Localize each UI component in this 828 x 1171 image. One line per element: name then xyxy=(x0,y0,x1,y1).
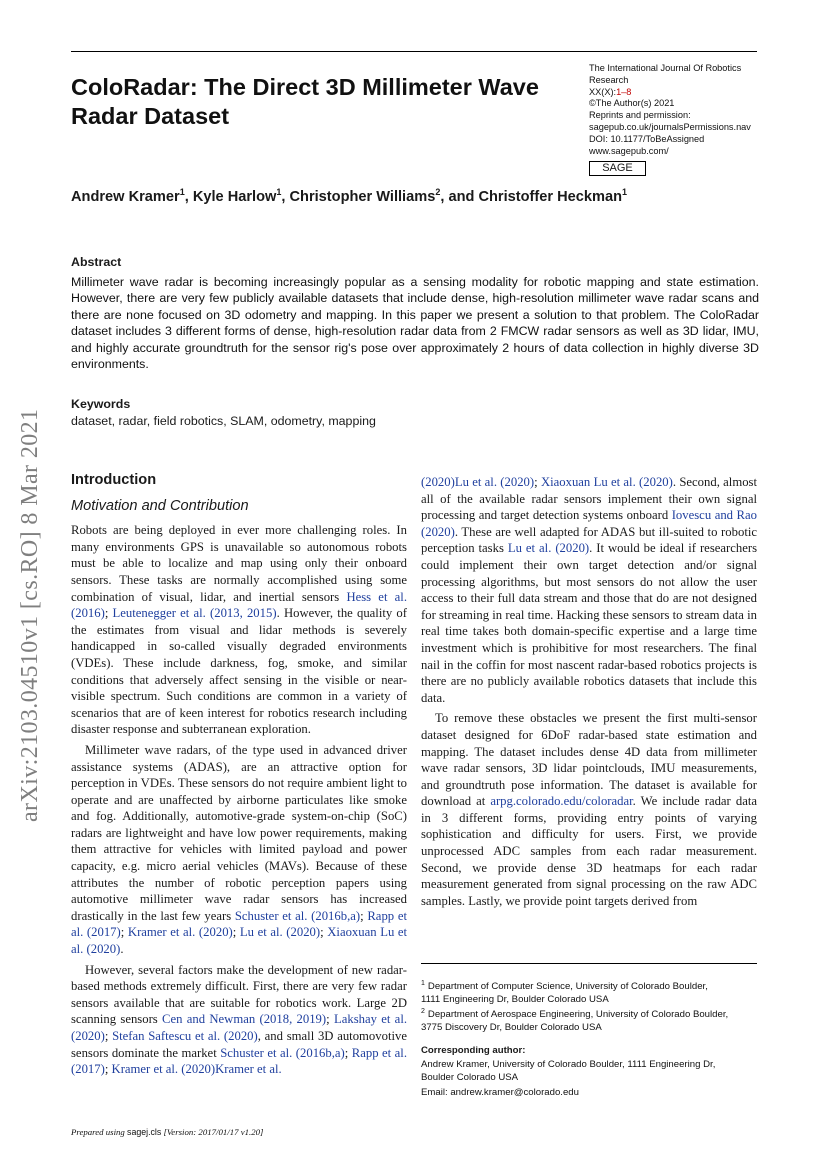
citation-link[interactable]: Leutenegger et al. (2013, 2015) xyxy=(112,606,277,621)
permissions-url: sagepub.co.uk/journalsPermissions.nav xyxy=(589,121,751,132)
citation-link[interactable]: Xiaoxuan Lu et al. (2020) xyxy=(71,925,408,957)
citation-link[interactable]: Cen and Newman (2018, 2019) xyxy=(162,1012,327,1027)
abstract-heading: Abstract xyxy=(71,255,122,269)
journal-name-line2: Research xyxy=(589,74,629,85)
volume-prefix: XX(X): xyxy=(589,86,617,97)
affiliation-2-line2: 3775 Discovery Dr, Boulder Colorado USA xyxy=(421,1022,602,1033)
right-column xyxy=(421,474,757,913)
journal-volume xyxy=(589,87,769,99)
journal-info xyxy=(589,63,769,157)
body-paragraph-2: Millimeter wave radars, of the type used in advanced driver assistance systems (ADAS), are an attractive option for perception in VDEs. These sensors do not require ambient light to operate and are unaffected by airborne particulates like smoke and fog. Additionally, automotive-grade system-on-chip (SoC) radars are lightweight and have low power requirements, making them attractive for vehicles with limited payload and power capacity, e.g. micro aerial vehicles (MAVs). Because of these attributes the number of robotic perception papers using automotive millimeter wave radar sensors has increased drastically in the last few years Schuster et al. (2016b,a); Rapp et al. (2017); Kramer et al. (2020); Lu et al. (2020); Xiaoxuan Lu et al. (2020). xyxy=(71,742,408,957)
author-affiliation-mark: 1 xyxy=(276,187,282,197)
corresponding-line2: Boulder Colorado USA xyxy=(421,1072,519,1083)
keywords-heading: Keywords xyxy=(71,397,131,411)
top-rule xyxy=(71,51,757,52)
sage-badge: SAGE xyxy=(589,161,646,176)
citation-link[interactable]: Lu et al. (2020) xyxy=(239,925,321,940)
corresponding-email: Email: andrew.kramer@colorado.edu xyxy=(421,1087,579,1098)
affiliation-1-number: 1 xyxy=(421,980,425,987)
affiliation-2-line1: Department of Aerospace Engineering, University of Colorado Boulder, xyxy=(427,1009,729,1020)
volume-pages: 1–8 xyxy=(616,86,632,97)
affiliation-2-number: 2 xyxy=(421,1008,425,1015)
citation-link[interactable]: Stefan Saftescu et al. (2020) xyxy=(112,1029,258,1043)
author-affiliation-mark: 1 xyxy=(179,187,185,197)
citation-link[interactable]: Lu et al. (2020) xyxy=(454,475,535,489)
journal-name-line1: The International Journal Of Robotics xyxy=(589,63,742,73)
citation-link[interactable]: Lakshay et al. (2020) xyxy=(71,1012,408,1043)
motivation-heading: Motivation and Contribution xyxy=(71,497,249,514)
affiliation-1 xyxy=(421,977,761,1006)
citation-link[interactable]: (2020) xyxy=(421,475,455,489)
left-column xyxy=(71,472,407,1082)
footer-version: [Version: 2017/01/17 v1.20] xyxy=(161,1127,264,1137)
corresponding-line1: Andrew Kramer, University of Colorado Boulder, 1111 Engineering Dr, xyxy=(421,1059,716,1070)
citation-link[interactable]: Xiaoxuan Lu et al. (2020) xyxy=(540,475,673,489)
author-affiliation-mark: 2 xyxy=(435,187,441,197)
citation-link[interactable]: Rapp et al. (2017) xyxy=(71,1045,407,1077)
body-paragraph-3: However, several factors make the development of new radar-based methods extremely difficult. First, there are very few radar sensors available that are suitable for robotics work. Large 2D scanning sensors Cen and Newman (2018, 2019); Lakshay et al. (2020); Stefan Saftescu et al. (2020), and small 3D automovotive sensors dominate the market Schuster et al. (2016b,a); Rapp et al. (2017); Kramer et al. (2020)Kramer et al. xyxy=(71,962,408,1077)
citation-link[interactable]: arpg.colorado.edu/coloradar xyxy=(490,794,633,809)
citation-link[interactable]: Schuster et al. (2016b,a) xyxy=(220,1045,345,1060)
body-paragraph-4: To remove these obstacles we present the first multi-sensor dataset designed for 6DoF radar-based state estimation and mapping. The dataset includes dense 4D data from millimeter wave radar sensors, 3D lidar pointclouds, IMU measurements, and groundtruth pose information. The dataset is available for download at arpg.colorado.edu/coloradar. We include radar data in 3 different forms, providing entry points of varying sophistication and difficulty for users. First, we provide unprocessed ADC samples from each radar measurement. Second, we provide dense 3D heatmaps for each radar measurement generated from signal processing on the raw ADC samples. Lastly, we provide point targets derived from xyxy=(421,711,757,908)
body-paragraph-1: Robots are being deployed in ever more challenging roles. In many environments GPS is unavailable so autonomous robots must be able to localize and map using only their onboard sensors. These tasks are normally accomplished using some combination of visual, lidar, and inertial sensors Hess et al. (2016); Leutenegger et al. (2013, 2015). However, the quality of the estimates from visual and lidar methods is severely handicapped in so-called visually degraded environments (VDEs). These include darkness, fog, smoke, and similar conditions that adversely affect sensing in the visible or near-visible spectrum. Such conditions are common in a variety of scenarios that are of keen interest for robotics research including disaster response and subterranean exploration. xyxy=(71,523,408,737)
corresponding-author-heading: Corresponding author: xyxy=(421,1045,526,1056)
affiliation-1-line2: 1111 Engineering Dr, Boulder Colorado USA xyxy=(421,994,609,1005)
author-name: Christopher Williams xyxy=(289,189,436,205)
citation-link[interactable]: Kramer et al. xyxy=(215,1062,282,1077)
author-name: Christoffer Heckman xyxy=(478,189,622,205)
paper-title: ColoRadar: The Direct 3D Millimeter Wave Radar Dataset xyxy=(71,74,539,129)
reprints: Reprints and permission: xyxy=(589,110,691,121)
keywords-text: dataset, radar, field robotics, SLAM, odometry, mapping xyxy=(71,414,376,428)
citation-link[interactable]: Kramer et al. (2020) xyxy=(111,1062,216,1077)
citation-link[interactable]: Rapp et al. (2017) xyxy=(71,908,407,940)
copyright: ©The Author(s) 2021 xyxy=(589,98,675,109)
affiliation-1-line1: Department of Computer Science, University of Colorado Boulder, xyxy=(427,981,708,992)
affiliation-2 xyxy=(421,1005,761,1034)
abstract-text: Millimeter wave radar is becoming increasingly popular as a sensing modality for robotic mapping and state estimation. However, there are very few publicly available datasets that include dense, high-resolution millimeter wave radar scans and there are none focused on 3D odometry and mapping. In this paper we present a solution to that problem. The ColoRadar dataset includes 3 different forms of dense, high-resolution radar data from 2 FMCW radar sensors as well as 3D lidar, IMU, and highly accurate groundtruth for the sensor rig's pose over approximately 2 hours of data collection in highly diverse 3D environments. xyxy=(71,275,759,372)
author-list: Andrew Kramer$^1$, Kyle Harlow$^1$, Christopher Williams$^2$, and Christoffer Heckman$^1$ xyxy=(71,187,628,205)
body-paragraph-3-continued: (2020)Lu et al. (2020); Xiaoxuan Lu et al. (2020). Second, almost all of the available radar sensors implement their own signal processing and target detection systems onboard Iovescu and Rao (2020). These are well adapted for ADAS but ill-suited to robotic perception tasks Lu et al. (2020). It would be ideal if researchers could implement their own target detection and/or signal processing algorithms, but most sensors do not allow the user access to their full data stream and those that do are not designed for streaming in real time. Hacking these sensors to stream data in real time takes both domain-specific expertise and a large time investment which is prohibitive for most researchers. The final nail in the coffin for most nascent radar-based robotics projects is there are no publicly available robotics datasets that include this data. xyxy=(421,475,758,705)
doi: DOI: 10.1177/ToBeAssigned xyxy=(589,133,705,144)
arxiv-stamp: arXiv:2103.04510v1 [cs.RO] 8 Mar 2021 xyxy=(17,408,43,822)
publisher-site: www.sagepub.com/ xyxy=(589,145,669,156)
citation-link[interactable]: Hess et al. (2016) xyxy=(71,589,408,621)
footer-cls: sagej.cls xyxy=(127,1127,162,1137)
citation-link[interactable]: Lu et al. (2020) xyxy=(507,541,590,556)
footnote-rule xyxy=(421,963,757,964)
corresponding-author xyxy=(421,1058,761,1099)
author-name: Kyle Harlow xyxy=(192,189,277,205)
page-footer xyxy=(71,1127,263,1137)
citation-link[interactable]: Kramer et al. (2020) xyxy=(127,925,233,940)
author-name: Andrew Kramer xyxy=(71,189,180,205)
author-affiliation-mark: 1 xyxy=(622,187,628,197)
footer-prefix: Prepared using xyxy=(71,1127,128,1137)
citation-link[interactable]: Iovescu and Rao (2020) xyxy=(421,508,757,539)
citation-link[interactable]: Schuster et al. (2016b,a) xyxy=(234,908,361,923)
introduction-heading: Introduction xyxy=(71,472,157,488)
